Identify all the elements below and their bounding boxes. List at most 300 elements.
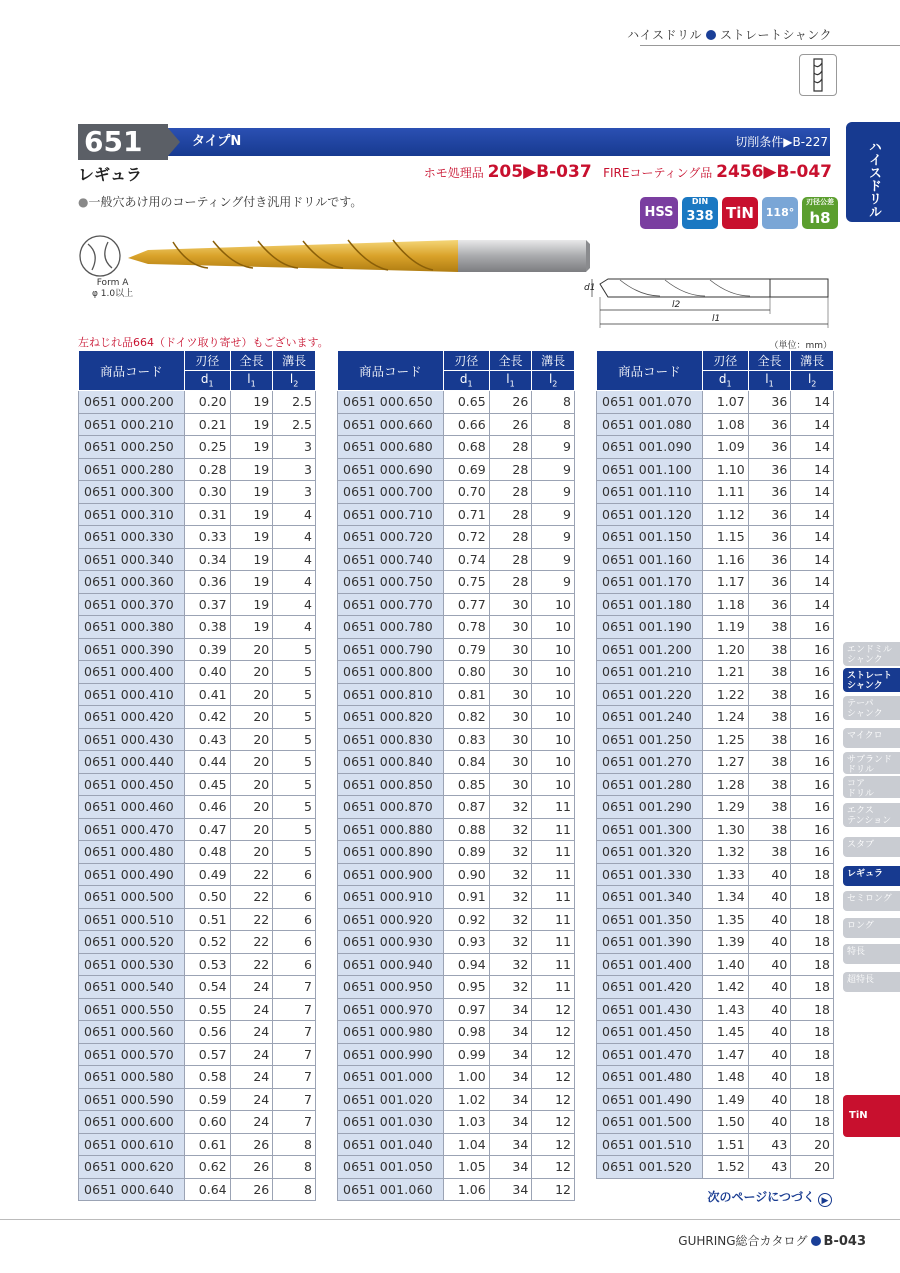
diameter: 0.21: [184, 413, 230, 436]
sidenav-item[interactable]: 特長: [843, 944, 900, 964]
table-row[interactable]: [79, 863, 316, 886]
sidenav-item[interactable]: レギュラ: [843, 866, 900, 886]
table-row[interactable]: [597, 1133, 834, 1156]
table-row[interactable]: [597, 638, 834, 661]
sidenav-item[interactable]: テーパ シャンク: [843, 696, 900, 720]
total-length: 36: [748, 436, 791, 459]
table-row[interactable]: [597, 436, 834, 459]
product-code[interactable]: 0651 001.320: [597, 841, 703, 864]
side-tab-hss-drill[interactable]: ハイスドリル: [846, 122, 900, 222]
product-code[interactable]: 0651 000.310: [79, 503, 185, 526]
flute-length: 10: [532, 638, 575, 661]
product-code[interactable]: 0651 001.420: [597, 976, 703, 999]
product-code[interactable]: 0651 000.770: [338, 593, 444, 616]
product-code[interactable]: 0651 001.290: [597, 796, 703, 819]
table-row[interactable]: [597, 998, 834, 1021]
product-code[interactable]: 0651 001.510: [597, 1133, 703, 1156]
table-row[interactable]: [597, 773, 834, 796]
product-code[interactable]: 0651 001.270: [597, 751, 703, 774]
table-row[interactable]: [79, 908, 316, 931]
product-code[interactable]: 0651 000.880: [338, 818, 444, 841]
product-code[interactable]: 0651 001.150: [597, 526, 703, 549]
product-code[interactable]: 0651 000.590: [79, 1088, 185, 1111]
table-row[interactable]: [597, 796, 834, 819]
table-row[interactable]: [79, 1021, 316, 1044]
homo-link[interactable]: 205▶B-037: [487, 162, 592, 182]
product-code[interactable]: 0651 000.890: [338, 841, 444, 864]
diameter: 0.93: [443, 931, 489, 954]
total-length: 40: [748, 998, 791, 1021]
table-row[interactable]: [79, 998, 316, 1021]
table-row[interactable]: [338, 751, 575, 774]
product-code[interactable]: 0651 001.350: [597, 908, 703, 931]
table-row[interactable]: [79, 1178, 316, 1201]
product-code[interactable]: 0651 001.450: [597, 1021, 703, 1044]
flute-length: 16: [791, 818, 834, 841]
diameter: 0.94: [443, 953, 489, 976]
table-row[interactable]: [79, 481, 316, 504]
product-code[interactable]: 0651 000.540: [79, 976, 185, 999]
table-row[interactable]: [597, 661, 834, 684]
total-length: 20: [230, 841, 273, 864]
table-row[interactable]: [338, 391, 575, 414]
table-row[interactable]: [597, 526, 834, 549]
table-row[interactable]: [79, 526, 316, 549]
sidenav-item[interactable]: 超特長: [843, 972, 900, 992]
flute-length: 16: [791, 773, 834, 796]
table-row[interactable]: [338, 773, 575, 796]
flute-length: 10: [532, 706, 575, 729]
table-row[interactable]: [597, 751, 834, 774]
diameter: 0.90: [443, 863, 489, 886]
table-row[interactable]: [338, 841, 575, 864]
table-row[interactable]: [79, 886, 316, 909]
product-code[interactable]: 0651 000.460: [79, 796, 185, 819]
table-row[interactable]: [597, 503, 834, 526]
product-description: ●一般穴あけ用のコーティング付き汎用ドリルです。: [78, 195, 363, 209]
table-row[interactable]: [79, 818, 316, 841]
table-row[interactable]: [79, 751, 316, 774]
product-code[interactable]: 0651 001.070: [597, 391, 703, 414]
table-row[interactable]: [338, 1043, 575, 1066]
table-row[interactable]: [597, 976, 834, 999]
product-code[interactable]: 0651 001.040: [338, 1133, 444, 1156]
product-code[interactable]: 0651 000.640: [79, 1178, 185, 1201]
product-code[interactable]: 0651 001.170: [597, 571, 703, 594]
flute-length: 11: [532, 953, 575, 976]
diameter: 1.29: [702, 796, 748, 819]
product-code[interactable]: 0651 000.430: [79, 728, 185, 751]
table-row[interactable]: [597, 818, 834, 841]
total-length: 24: [230, 976, 273, 999]
table-row[interactable]: [338, 998, 575, 1021]
table-row[interactable]: [597, 908, 834, 931]
table-row[interactable]: [338, 886, 575, 909]
product-code[interactable]: 0651 000.560: [79, 1021, 185, 1044]
product-code[interactable]: 0651 000.530: [79, 953, 185, 976]
product-code[interactable]: 0651 000.900: [338, 863, 444, 886]
table-row[interactable]: [79, 1133, 316, 1156]
product-code[interactable]: 0651 001.030: [338, 1111, 444, 1134]
diameter: 0.36: [184, 571, 230, 594]
table-row[interactable]: [79, 841, 316, 864]
table-row[interactable]: [597, 571, 834, 594]
diameter: 0.66: [443, 413, 489, 436]
table-row[interactable]: [79, 548, 316, 571]
total-length: 30: [489, 751, 532, 774]
table-row[interactable]: [79, 661, 316, 684]
table-row[interactable]: [338, 818, 575, 841]
table-row[interactable]: [338, 1133, 575, 1156]
product-code[interactable]: 0651 000.970: [338, 998, 444, 1021]
product-code[interactable]: 0651 000.710: [338, 503, 444, 526]
diameter: 0.87: [443, 796, 489, 819]
sidenav-item[interactable]: マイクロ: [843, 728, 900, 748]
flute-length: 18: [791, 863, 834, 886]
sidenav-item[interactable]: コア ドリル: [843, 776, 900, 798]
table-row[interactable]: [338, 976, 575, 999]
product-code[interactable]: 0651 001.490: [597, 1088, 703, 1111]
product-code[interactable]: 0651 000.440: [79, 751, 185, 774]
product-code[interactable]: 0651 000.850: [338, 773, 444, 796]
total-length: 19: [230, 503, 273, 526]
product-code[interactable]: 0651 001.430: [597, 998, 703, 1021]
table-row[interactable]: [79, 773, 316, 796]
table-row[interactable]: [597, 728, 834, 751]
product-code[interactable]: 0651 001.120: [597, 503, 703, 526]
product-code[interactable]: 0651 001.200: [597, 638, 703, 661]
table-row[interactable]: [597, 706, 834, 729]
diameter: 0.30: [184, 481, 230, 504]
product-code[interactable]: 0651 001.210: [597, 661, 703, 684]
table-row[interactable]: [338, 683, 575, 706]
total-length: 26: [489, 413, 532, 436]
product-code[interactable]: 0651 000.920: [338, 908, 444, 931]
table-row[interactable]: [79, 391, 316, 414]
product-code[interactable]: 0651 001.300: [597, 818, 703, 841]
table-row[interactable]: [597, 841, 834, 864]
table-row[interactable]: [338, 616, 575, 639]
table-row[interactable]: [79, 953, 316, 976]
table-row[interactable]: [597, 1111, 834, 1134]
product-code[interactable]: 0651 000.610: [79, 1133, 185, 1156]
table-row[interactable]: [597, 953, 834, 976]
diameter: 1.12: [702, 503, 748, 526]
product-code[interactable]: 0651 000.550: [79, 998, 185, 1021]
flute-length: 2.5: [273, 391, 316, 414]
total-length: 30: [489, 661, 532, 684]
table-row[interactable]: [338, 953, 575, 976]
total-length: 20: [230, 751, 273, 774]
table-row[interactable]: [597, 863, 834, 886]
sidenav-item[interactable]: ロング: [843, 918, 900, 938]
flute-length: 14: [791, 503, 834, 526]
product-code[interactable]: 0651 000.390: [79, 638, 185, 661]
product-code[interactable]: 0651 001.470: [597, 1043, 703, 1066]
product-code[interactable]: 0651 001.330: [597, 863, 703, 886]
product-code[interactable]: 0651 001.390: [597, 931, 703, 954]
product-code[interactable]: 0651 000.210: [79, 413, 185, 436]
table-row[interactable]: [79, 683, 316, 706]
product-code[interactable]: 0651 000.410: [79, 683, 185, 706]
table-row[interactable]: [338, 1156, 575, 1179]
table-row[interactable]: [338, 593, 575, 616]
product-code[interactable]: 0651 000.690: [338, 458, 444, 481]
table-row[interactable]: [79, 976, 316, 999]
cutting-conditions-link[interactable]: 切削条件▶B-227: [735, 135, 828, 149]
product-code[interactable]: 0651 001.480: [597, 1066, 703, 1089]
col-header-flute-length: 溝長: [273, 351, 316, 371]
product-code[interactable]: 0651 000.830: [338, 728, 444, 751]
product-code[interactable]: 0651 001.090: [597, 436, 703, 459]
product-code[interactable]: 0651 000.820: [338, 706, 444, 729]
table-row[interactable]: [79, 931, 316, 954]
table-row[interactable]: [79, 593, 316, 616]
product-code[interactable]: 0651 000.650: [338, 391, 444, 414]
product-code[interactable]: 0651 001.100: [597, 458, 703, 481]
product-code[interactable]: 0651 000.930: [338, 931, 444, 954]
table-row[interactable]: [597, 481, 834, 504]
product-code[interactable]: 0651 001.240: [597, 706, 703, 729]
product-code[interactable]: 0651 000.810: [338, 683, 444, 706]
table-row[interactable]: [79, 638, 316, 661]
total-length: 38: [748, 638, 791, 661]
product-code[interactable]: 0651 000.940: [338, 953, 444, 976]
table-row[interactable]: [338, 931, 575, 954]
sidenav-item[interactable]: ストレート シャンク: [843, 668, 900, 692]
total-length: 22: [230, 931, 273, 954]
product-code[interactable]: 0651 000.380: [79, 616, 185, 639]
product-code[interactable]: 0651 000.490: [79, 863, 185, 886]
product-code[interactable]: 0651 000.520: [79, 931, 185, 954]
table-row[interactable]: [338, 436, 575, 459]
flute-length: 10: [532, 616, 575, 639]
flute-length: 9: [532, 526, 575, 549]
total-length: 28: [489, 503, 532, 526]
symbol-l1: $l_1$: [748, 371, 791, 391]
table-row[interactable]: [79, 1156, 316, 1179]
product-code[interactable]: 0651 001.280: [597, 773, 703, 796]
table-row[interactable]: [79, 1088, 316, 1111]
product-code[interactable]: 0651 000.790: [338, 638, 444, 661]
diameter: 0.77: [443, 593, 489, 616]
product-code[interactable]: 0651 000.250: [79, 436, 185, 459]
total-length: 26: [489, 391, 532, 414]
unit-label: （単位：mm）: [769, 341, 832, 351]
diameter: 0.72: [443, 526, 489, 549]
diameter: 1.19: [702, 616, 748, 639]
table-row[interactable]: [597, 886, 834, 909]
table-row[interactable]: [338, 706, 575, 729]
product-code[interactable]: 0651 000.420: [79, 706, 185, 729]
table-row[interactable]: [79, 728, 316, 751]
product-code[interactable]: 0651 000.510: [79, 908, 185, 931]
sidenav-item[interactable]: サブランド ドリル: [843, 752, 900, 774]
table-row[interactable]: [338, 1178, 575, 1201]
table-row[interactable]: [597, 1066, 834, 1089]
product-code[interactable]: 0651 001.220: [597, 683, 703, 706]
diameter: 0.48: [184, 841, 230, 864]
table-row[interactable]: [338, 481, 575, 504]
dim-l1-label: l1: [712, 314, 721, 324]
product-code[interactable]: 0651 001.060: [338, 1178, 444, 1201]
product-code[interactable]: 0651 000.720: [338, 526, 444, 549]
table-row[interactable]: [79, 1111, 316, 1134]
table-row[interactable]: [597, 593, 834, 616]
table-row[interactable]: [338, 526, 575, 549]
product-code[interactable]: 0651 000.570: [79, 1043, 185, 1066]
product-code[interactable]: 0651 000.870: [338, 796, 444, 819]
product-code[interactable]: 0651 000.200: [79, 391, 185, 414]
total-length: 24: [230, 1043, 273, 1066]
diameter: 0.68: [443, 436, 489, 459]
product-code[interactable]: 0651 001.190: [597, 616, 703, 639]
product-code[interactable]: 0651 000.370: [79, 593, 185, 616]
product-code[interactable]: 0651 001.250: [597, 728, 703, 751]
table-row[interactable]: [79, 1066, 316, 1089]
sidenav-item[interactable]: エンドミル シャンク: [843, 642, 900, 666]
table-row[interactable]: [79, 796, 316, 819]
product-code[interactable]: 0651 000.470: [79, 818, 185, 841]
product-code[interactable]: 0651 001.000: [338, 1066, 444, 1089]
sidenav-item[interactable]: スタブ: [843, 837, 900, 857]
table-row[interactable]: [338, 571, 575, 594]
product-code[interactable]: 0651 001.500: [597, 1111, 703, 1134]
table-row[interactable]: [79, 413, 316, 436]
flute-length: 7: [273, 1043, 316, 1066]
table-row[interactable]: [338, 548, 575, 571]
table-row[interactable]: [597, 616, 834, 639]
table-row[interactable]: [338, 863, 575, 886]
total-length: 36: [748, 481, 791, 504]
table-row[interactable]: [79, 616, 316, 639]
diameter: 0.58: [184, 1066, 230, 1089]
product-code[interactable]: 0651 000.300: [79, 481, 185, 504]
product-code[interactable]: 0651 000.740: [338, 548, 444, 571]
table-row[interactable]: [338, 1066, 575, 1089]
table-row[interactable]: [597, 413, 834, 436]
flute-length: 16: [791, 616, 834, 639]
table-row[interactable]: [338, 661, 575, 684]
product-code[interactable]: 0651 001.520: [597, 1156, 703, 1179]
diameter: 0.43: [184, 728, 230, 751]
diameter: 0.25: [184, 436, 230, 459]
product-code[interactable]: 0651 000.910: [338, 886, 444, 909]
breadcrumb-category[interactable]: ハイスドリル: [627, 28, 702, 42]
product-code[interactable]: 0651 001.160: [597, 548, 703, 571]
table-row[interactable]: [338, 1088, 575, 1111]
product-code[interactable]: 0651 000.950: [338, 976, 444, 999]
product-code[interactable]: 0651 000.500: [79, 886, 185, 909]
table-row[interactable]: [79, 706, 316, 729]
product-code[interactable]: 0651 000.660: [338, 413, 444, 436]
table-row[interactable]: [338, 638, 575, 661]
product-code[interactable]: 0651 001.080: [597, 413, 703, 436]
table-row[interactable]: [79, 503, 316, 526]
product-code[interactable]: 0651 000.620: [79, 1156, 185, 1179]
product-code[interactable]: 0651 001.050: [338, 1156, 444, 1179]
table-row[interactable]: [338, 908, 575, 931]
table-row[interactable]: [597, 548, 834, 571]
product-code[interactable]: 0651 000.340: [79, 548, 185, 571]
sidenav-item[interactable]: エクス テンション: [843, 803, 900, 827]
product-code[interactable]: 0651 001.180: [597, 593, 703, 616]
tin-tab[interactable]: TiN: [843, 1095, 900, 1137]
product-code[interactable]: 0651 000.780: [338, 616, 444, 639]
breadcrumb-sub[interactable]: ストレートシャンク: [719, 28, 832, 42]
product-code[interactable]: 0651 001.400: [597, 953, 703, 976]
product-code[interactable]: 0651 000.400: [79, 661, 185, 684]
product-code[interactable]: 0651 001.340: [597, 886, 703, 909]
table-row[interactable]: [597, 1088, 834, 1111]
table-row[interactable]: [79, 571, 316, 594]
table-row[interactable]: [597, 1156, 834, 1179]
form-note: φ 1.0以上: [92, 289, 134, 299]
table-row[interactable]: [597, 391, 834, 414]
product-code[interactable]: 0651 001.020: [338, 1088, 444, 1111]
total-length: 24: [230, 1021, 273, 1044]
total-length: 24: [230, 1088, 273, 1111]
fire-link[interactable]: 2456▶B-047: [716, 162, 832, 182]
table-row[interactable]: [597, 1021, 834, 1044]
table-row[interactable]: [338, 728, 575, 751]
product-code[interactable]: 0651 000.680: [338, 436, 444, 459]
table-row[interactable]: [597, 683, 834, 706]
table-row[interactable]: [338, 458, 575, 481]
total-length: 38: [748, 796, 791, 819]
total-length: 28: [489, 571, 532, 594]
product-code[interactable]: 0651 000.280: [79, 458, 185, 481]
total-length: 19: [230, 571, 273, 594]
product-code[interactable]: 0651 001.110: [597, 481, 703, 504]
product-code[interactable]: 0651 000.750: [338, 571, 444, 594]
product-code[interactable]: 0651 000.330: [79, 526, 185, 549]
table-row[interactable]: [338, 1111, 575, 1134]
total-length: 34: [489, 1111, 532, 1134]
flute-length: 9: [532, 503, 575, 526]
product-code[interactable]: 0651 000.580: [79, 1066, 185, 1089]
product-code[interactable]: 0651 000.840: [338, 751, 444, 774]
total-length: 28: [489, 436, 532, 459]
product-code[interactable]: 0651 000.800: [338, 661, 444, 684]
total-length: 30: [489, 616, 532, 639]
table-row[interactable]: [79, 458, 316, 481]
table-row[interactable]: [597, 1043, 834, 1066]
diameter: 0.92: [443, 908, 489, 931]
table-row[interactable]: [597, 458, 834, 481]
table-row[interactable]: [338, 1021, 575, 1044]
product-code[interactable]: 0651 000.360: [79, 571, 185, 594]
flute-length: 20: [791, 1133, 834, 1156]
table-row[interactable]: [338, 503, 575, 526]
product-code[interactable]: 0651 000.600: [79, 1111, 185, 1134]
product-code[interactable]: 0651 000.450: [79, 773, 185, 796]
product-code[interactable]: 0651 000.700: [338, 481, 444, 504]
product-code[interactable]: 0651 000.980: [338, 1021, 444, 1044]
sidenav-item[interactable]: セミロング: [843, 891, 900, 911]
table-row[interactable]: [338, 413, 575, 436]
table-row[interactable]: [338, 796, 575, 819]
product-code[interactable]: 0651 000.480: [79, 841, 185, 864]
continue-link[interactable]: 次のページにつづく ▶: [707, 1188, 832, 1207]
table-row[interactable]: [79, 436, 316, 459]
footer: [678, 1232, 866, 1249]
spec-table-1: [78, 350, 316, 1201]
table-row[interactable]: [597, 931, 834, 954]
table-row[interactable]: [79, 1043, 316, 1066]
diameter: 0.31: [184, 503, 230, 526]
product-code[interactable]: 0651 000.990: [338, 1043, 444, 1066]
